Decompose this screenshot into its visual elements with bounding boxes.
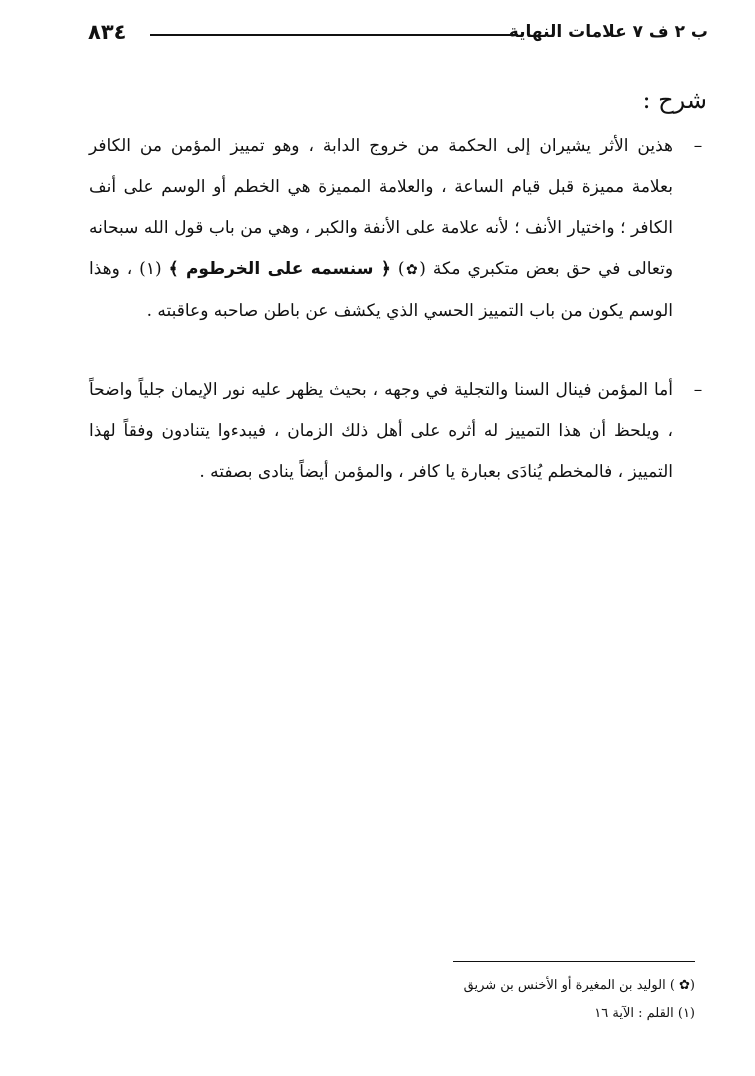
paragraph-text — [89, 126, 673, 332]
footnote-text: الوليد بن المغيرة أو الأخنس بن شريق — [463, 978, 666, 993]
star-reference-close: ) — [397, 259, 405, 279]
page-number: ٨٣٤ — [88, 20, 127, 44]
star-reference-open: ( — [419, 259, 426, 279]
footnote-star — [395, 972, 695, 1000]
running-header — [88, 22, 708, 52]
footnote-1 — [395, 1000, 695, 1028]
footnote-text: القلم : الآية ١٦ — [594, 1006, 674, 1021]
footnotes — [395, 972, 695, 1028]
star-reference-icon: ✿ — [404, 262, 420, 278]
paragraph-1 — [89, 126, 707, 332]
paragraph-text-before: هذين الأثر يشيران إلى الحكمة من خروج الدابة ، وهو تمييز المؤمن من الكافر بعلامة مميزة قبل قيام الساعة ، والعلامة المميزة هي الخطم أو الوسم على أنف الكافر ؛ واختيار الأنف ؛ لأنه علامة على الأنفة والكبر ، وهي من باب قول الله سبحانه وتعالى في حق بعض متكبري مكة — [89, 136, 674, 279]
header-rule — [150, 34, 518, 36]
footnote-rule — [453, 961, 695, 962]
paragraph-2 — [89, 370, 707, 493]
footnote-marker: (١) — [677, 1006, 695, 1021]
paragraph-text-after: (١) ، وهذا الوسم يكون من باب التمييز الحسي الذي يكشف عن باطن صاحبه وعاقبته . — [89, 259, 673, 321]
quran-quote: ﴿ سنسمه على الخرطوم ﴾ — [168, 259, 391, 279]
section-heading: شرح : — [642, 86, 707, 114]
chapter-title: ب ٢ ف ٧ علامات النهاية — [508, 22, 708, 42]
bullet-dash: – — [693, 136, 703, 156]
paragraph-text: أما المؤمن فينال السنا والتجلية في وجهه ، بحيث يظهر عليه نور الإيمان جلياً واضحاً ، ويلحظ أن هذا التمييز له أثره على أهل ذلك الزمان ، فيبدءوا يتنادون وفقاً لهذا التمييز ، فالمخطم يُنادَى بعبارة يا كافر ، والمؤمن أيضاً ينادى بصفته . — [89, 380, 673, 482]
footnote-marker: (✿ ) — [669, 978, 695, 993]
bullet-dash: – — [693, 380, 703, 400]
